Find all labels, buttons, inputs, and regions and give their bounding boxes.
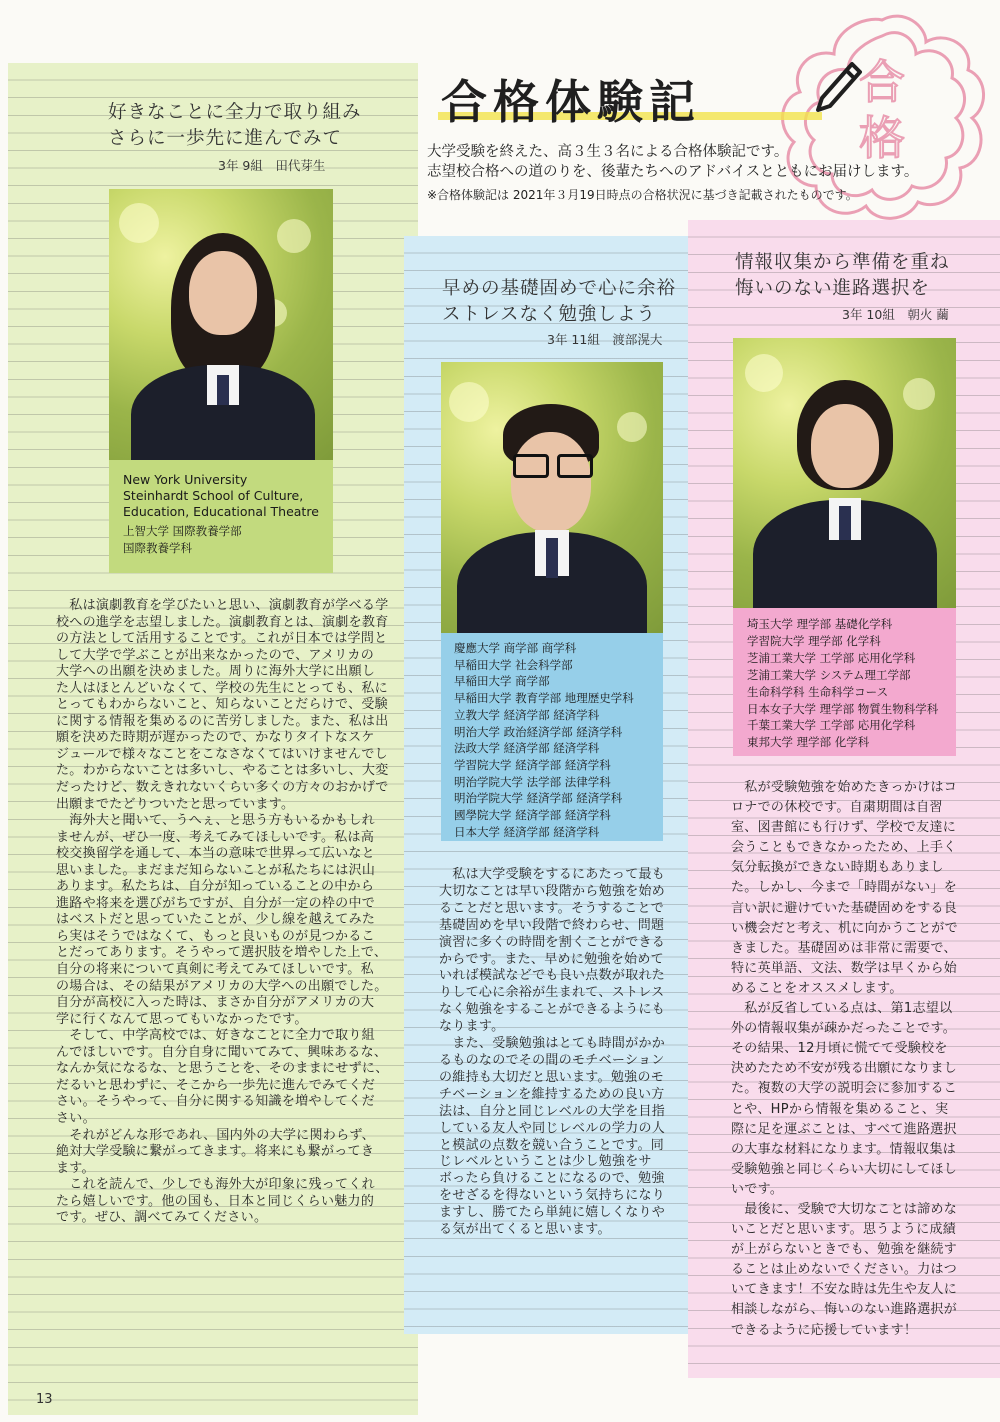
- body-line: とってもわからないこと、知らないことだらけで、受験: [56, 697, 388, 713]
- body-line: 気分転換ができない時期もありまし: [731, 860, 944, 876]
- body-line: 決めたため不安が残る出願になりまし: [731, 1061, 958, 1077]
- body-line: 室、図書館にも行けず、学校で友達に: [731, 820, 957, 836]
- admission-item: 明治学院大学 経済学部 経済学科: [454, 791, 623, 806]
- body-line: 出願までたどりついたと思っています。: [56, 796, 295, 812]
- stamp-char-2: 格: [859, 111, 905, 165]
- body-line: いれば模試などでも良い点数が取れた: [439, 968, 666, 984]
- body-line: だったけど、数えきれないくらい多くの方々のおかげで: [56, 780, 389, 796]
- body-line: その結果、12月頃に慌てて受験校を: [731, 1041, 948, 1057]
- body-line: はベストだと思っていたことが、少し線を越えてみた: [56, 912, 376, 928]
- article-1-admissions: New York University Steinhardt School of Culture, Education, Educational Theatre 上智大学 国際教養学部 国際教養学科: [109, 460, 333, 573]
- student-photo-2: [441, 362, 663, 633]
- body-line: とだってあります。そうやって選択肢を増やした上で、: [56, 945, 388, 961]
- body-line: いことだと思います。思うように成績: [731, 1222, 957, 1238]
- body-line: ます。: [56, 1160, 95, 1176]
- body-line: できるように応援しています！: [731, 1322, 918, 1338]
- body-line: さい。そうやって、自分に関する知識を増やしてくだ: [56, 1094, 375, 1110]
- body-line: している友人や同じレベルの学力の人: [439, 1120, 666, 1136]
- body-line: んでほしいです。自分自身に聞いてみて、興味あるな、: [56, 1044, 388, 1060]
- body-line: きました。基礎固めは非常に需要で、: [731, 940, 957, 956]
- body-line: 自分が高校に入った時は、まさか自分がアメリカの大: [56, 995, 375, 1011]
- body-line: 大学への出願を決めました。周りに海外大学に出願し: [56, 664, 376, 680]
- admission-item: 芝浦工業大学 システム理工学部: [747, 667, 911, 682]
- body-line: チベーションを維持するための良い方: [439, 1086, 665, 1102]
- body-line: た人はほとんどいなくて、学校の先生にとっても、私に: [56, 680, 388, 696]
- admission-item: 日本女子大学 理学部 物質生物科学科: [747, 701, 939, 716]
- body-line: 学に行くなんて思ってもいなかったです。: [56, 1011, 308, 1027]
- body-line: 私は大学受験をするにあたって最も: [439, 867, 666, 882]
- admission-item: 早稲田大学 教育学部 地理歴史学科: [454, 691, 634, 706]
- body-line: た。複数の大学の説明会に参加するこ: [731, 1081, 958, 1097]
- body-line: ボったら負けることになるので、勉強: [439, 1171, 665, 1187]
- stamp-char-1: 合: [859, 55, 905, 109]
- body-line: 海外大と聞いて、うへぇ、と思う方もいるかもしれ: [56, 813, 375, 829]
- article-3-body: [731, 778, 958, 1341]
- article-2-admissions: [441, 633, 663, 841]
- body-line: ませんが、ぜひ一度、考えてみてほしいです。私は高: [56, 829, 375, 845]
- body-line: 大切なことは早い段階から勉強を始め: [439, 883, 666, 899]
- body-line: 校への進学を志望しました。演劇教育とは、演劇を教育: [56, 614, 389, 630]
- body-line: なく勉強をすることができるようにも: [439, 1002, 666, 1018]
- body-line: た。しかし、今まで「時間がない」を: [731, 880, 958, 896]
- body-line: ジュールで様々なことをこなさなくてはいけませんでし: [56, 746, 388, 762]
- article-1-body: [56, 598, 389, 1227]
- article-2-body: [439, 867, 665, 1239]
- admission-item: 法政大学 経済学部 経済学科: [454, 741, 600, 756]
- body-line: の場合は、その結果がアメリカの大学への出願でした。: [56, 978, 388, 994]
- body-line: して大学で学ぶことが出来なかったので、アメリカの: [56, 647, 375, 663]
- body-line: の方法として活用することです。これが日本では学問と: [56, 631, 388, 647]
- article-2-headline: 早めの基礎固めで心に余裕 ストレスなく勉強しよう: [442, 278, 677, 325]
- body-line: るものなのでその間のモチベーション: [439, 1052, 665, 1068]
- article-2-author: 3年 11組 渡部滉大: [547, 332, 663, 347]
- body-line: の大事な材料になります。情報収集は: [731, 1141, 957, 1157]
- body-line: なんか気になるな、と思うことを、そのままにせずに、: [56, 1061, 389, 1077]
- admission-item: 生命科学科 生命科学コース: [747, 684, 889, 699]
- student-photo-1: [109, 189, 333, 460]
- article-3-author: 3年 10組 朝火 繭: [842, 307, 949, 322]
- body-line: たら嬉しいです。他の国も、日本と同じくらい魅力的: [56, 1193, 375, 1209]
- page-number: 13: [36, 1392, 53, 1407]
- body-line: です。ぜひ、調べてみてください。: [56, 1210, 268, 1226]
- admission-item: 学習院大学 経済学部 経済学科: [454, 757, 611, 772]
- admission-item: 慶應大学 商学部 商学科: [454, 641, 577, 655]
- body-line: に関する情報を集めるのに苦労しました。また、私は出: [56, 713, 389, 729]
- body-line: ら実はそうではなくて、もっと良いものが見つかるこ: [56, 928, 375, 944]
- admission-item: 学習院大学 理学部 化学科: [747, 633, 881, 648]
- intro-line-2: 志望校合格への道のりを、後輩たちへのアドバイスとともにお届けします。: [427, 164, 919, 180]
- student-photo-3: [733, 338, 956, 608]
- body-line: 相談しながら、悔いのない進路選択が: [731, 1302, 958, 1318]
- body-line: 際に足を運ぶことは、すべて進路選択: [731, 1121, 957, 1137]
- body-line: 外の情報収集が疎かだったことです。: [731, 1021, 957, 1037]
- admission-item: 早稲田大学 商学部: [454, 674, 550, 689]
- body-line: 進路や将来を選びがちですが、自分が一定の枠の中で: [56, 895, 376, 911]
- body-line: と模試の点数を競い合うことです。同: [439, 1137, 665, 1153]
- intro-note: ※合格体験記は 2021年３月19日時点の合格状況に基づき記載されたものです。: [427, 188, 858, 202]
- body-line: 私は演劇教育を学びたいと思い、演劇教育が学べる学: [56, 598, 389, 613]
- body-line: とや、HPから情報を集めること、実: [731, 1101, 949, 1117]
- body-line: る気が出てくると思います。: [439, 1222, 611, 1238]
- admission-item: 明治学院大学 法学部 法律学科: [454, 774, 611, 789]
- body-line: 受験勉強と同じくらい大切にしてほし: [731, 1161, 958, 1177]
- admission-item: 埼玉大学 理学部 基礎化学科: [747, 617, 893, 631]
- body-line: の維持も大切だと思います。勉強のモ: [439, 1069, 665, 1085]
- body-line: 法は、自分と同じレベルの大学を目指: [439, 1103, 666, 1119]
- admission-item: 千葉工業大学 工学部 応用化学科: [747, 718, 916, 733]
- admission-item: 東邦大学 理学部 化学科: [747, 735, 870, 750]
- body-line: 最後に、受験で大切なことは諦めな: [731, 1201, 958, 1217]
- body-line: をせざるを得ないという気持ちになり: [439, 1188, 666, 1204]
- body-line: 願を決めた時期が遅かったので、かなりタイトなスケ: [56, 730, 375, 746]
- body-line: そして、中学高校では、好きなことに全力で取り組: [56, 1028, 375, 1044]
- body-line: が上がらないときでも、勉強を継続す: [731, 1242, 958, 1258]
- body-line: 言い訳に避けていた基礎固めをする良: [731, 900, 958, 916]
- body-line: 私が受験勉強を始めたきっかけはコ: [731, 780, 958, 795]
- article-1-headline: 好きなことに全力で取り組み さらに一歩先に進んでみて: [108, 102, 362, 149]
- body-line: いです。: [731, 1181, 784, 1197]
- admission-item: 芝浦工業大学 工学部 応用化学科: [747, 650, 916, 665]
- body-line: い機会だと考え、机に向かうことがで: [731, 920, 958, 936]
- body-line: それがどんな形であれ、国内外の大学に関わらず、: [56, 1127, 375, 1143]
- article-3-admissions: [733, 608, 956, 756]
- page-title: 合格体験記: [441, 75, 701, 129]
- body-line: ることは止めないでください。力はつ: [731, 1262, 958, 1278]
- body-line: さい。: [56, 1110, 96, 1126]
- body-line: また、受験勉強はとても時間がかか: [439, 1036, 666, 1052]
- article-1-author: 3年 9組 田代芽生: [218, 158, 326, 173]
- body-line: だるいと思わずに、そこから一歩先に進んでみてくだ: [56, 1077, 376, 1093]
- body-line: 絶対大学受験に繋がってきます。将来にも繋がってき: [56, 1144, 375, 1160]
- body-line: ロナでの休校です。自粛期間は自習: [731, 800, 943, 816]
- body-line: た。わからないことは多いし、やることは多いし、大変: [56, 763, 389, 779]
- body-line: 演習に多くの時間を割くことができる: [439, 934, 666, 950]
- body-line: 基礎固めを早い段階で終わらせ、問題: [439, 917, 665, 933]
- body-line: これを読んで、少しでも海外大が印象に残ってくれ: [56, 1177, 375, 1193]
- body-line: いてきます！不安な時は先生や友人に: [731, 1282, 958, 1298]
- body-line: あります。私たちは、自分が知っていることの中から: [56, 879, 375, 895]
- body-line: めることをオススメします。: [731, 980, 903, 996]
- body-line: 特に英単語、文法、数学は早くから始: [731, 960, 958, 976]
- admission-item: 日本大学 経済学部 経済学科: [454, 824, 600, 839]
- body-line: りして心に余裕が生まれて、ストレス: [439, 985, 665, 1001]
- body-line: ることだと思います。そうすることで: [439, 900, 665, 916]
- admission-item: 明治大学 政治経済学部 経済学科: [454, 724, 623, 739]
- admission-item: 立教大学 経済学部 経済学科: [454, 707, 600, 722]
- body-line: じレベルということは少し勉強をサ: [439, 1154, 652, 1170]
- admission-item: 早稲田大学 社会科学部: [454, 657, 573, 672]
- body-line: 校交換留学を通して、本当の意味で世界って広いなと: [56, 846, 375, 862]
- body-line: 自分の将来について真剣に考えてみてほしいです。私: [56, 962, 374, 978]
- body-line: ますし、勝てたら単純に嬉しくなりや: [439, 1205, 666, 1221]
- body-line: 思いました。まだまだ知らないことが私たちには沢山: [56, 862, 376, 878]
- intro-line-1: 大学受験を終えた、高３生３名による合格体験記です。: [427, 144, 789, 160]
- body-line: 会うこともできなかったため、上手く: [731, 840, 957, 856]
- pencil-icon: [812, 60, 864, 116]
- admission-item: 國學院大学 経済学部 経済学科: [454, 808, 611, 823]
- body-line: からです。また、早めに勉強を始めて: [439, 951, 664, 967]
- body-line: なります。: [439, 1019, 505, 1035]
- article-3-headline: 情報収集から準備を重ね 悔いのない進路選択を: [735, 252, 950, 299]
- body-line: 私が反省している点は、第1志望以: [731, 1001, 953, 1017]
